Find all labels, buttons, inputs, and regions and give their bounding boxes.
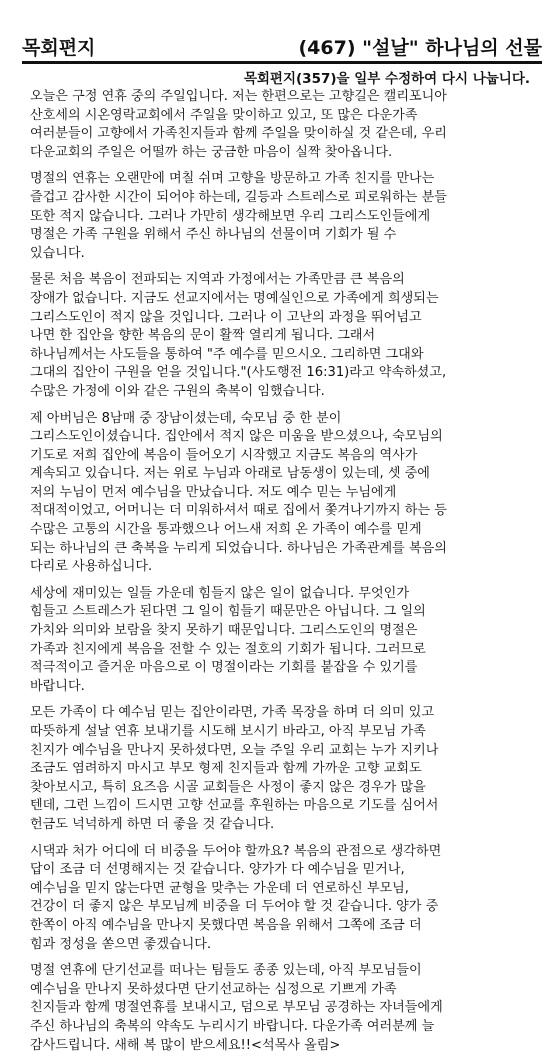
column-name: 목회편지 xyxy=(22,37,96,59)
article-subtitle: 목회편지(357)을 일부 수정하여 다시 나눕니다. xyxy=(243,71,530,87)
paragraph: 물론 처음 복음이 전파되는 지역과 가정에서는 가족만큼 큰 복음의 장애가 없습니다. 지금도 선교지에서는 명예실인으로 가족에게 희생되는 그리스도인이 적지 않을 것입니다. 그러나 이 고난의 과정을 뛰어넘고 나면 한 집안을 향한 복음의 문이 활짝 열리게 됩니다. 그래서 하나님께서는 사도들을 통하여 "주 예수를 믿으시오. 그리하면 그대와 그대의 집안이 구원을 얻을 것입니다."(사도행전 16:31)라고 약속하셨고, 수많은 가정에 이와 같은 구원의 축복이 임했습니다. xyxy=(30,272,447,399)
paragraph: 제 아버님은 8남매 중 장남이셨는데, 숙모님 중 한 분이 그리스도인이셨습니다. 집안에서 적지 않은 미움을 받으셨으나, 숙모님의 기도로 저희 집안에 복음이 들어오기 시작했고 지금도 복음의 역사가 계속되고 있습니다. 저는 위로 누님과 아래로 남동생이 있는데, 셋 중에 저의 누님이 먼저 예수님을 만났습니다. 저도 예수 믿는 누님에게 적대적이었고, 어머니는 더 미워하셔서 때로 집에서 쫓겨나기까지 하는 등 수많은 고통의 시간을 통과했으나 어느새 저희 온 가족이 예수를 믿게 되는 하나님의 큰 축복을 누리게 되었습니다. 하나님은 가족관계를 복음의 다리로 사용하십니다. xyxy=(30,410,447,575)
paragraph: 명절의 연휴는 오랜만에 며칠 쉬며 고향을 방문하고 가족 친지를 만나는 즐겁고 감사한 시간이 되어야 하는데, 길등과 스트레스로 피로워하는 분들 또한 적지 않습니다. 그러나 가만히 생각해보면 우리 그리스도인들에게 명절은 가족 구원을 위해서 주신 하나님의 선물이며 기회가 될 수 있습니다. xyxy=(30,171,447,261)
paragraph: 시댁과 처가 어디에 더 비중을 두어야 할까요? 복음의 관점으로 생각하면 답이 조금 더 선명해지는 것 같습니다. 양가가 다 예수님을 믿거나, 예수님을 믿지 않는다면 균형을 맞추는 가운데 더 연로하신 부모님, 건강이 더 좋지 않은 부모님께 비중을 더 두어야 할 것 같습니다. 양가 중 한쪽이 아직 예수님을 만나지 못했다면 복음을 위해서 그쪽에 조금 더 힘과 정성을 쏟으면 좋겠습니다. xyxy=(30,843,442,952)
paragraph: 명절 연휴에 단기선교를 떠나는 팀들도 종종 있는데, 아직 부모님들이 예수님을 만나지 못하셨다면 단기선교하는 심정으로 기쁘게 가족 친지들과 함께 명절연휴를 보내시고, 덤으로 부모님 공경하는 자녀들에게 주신 하나님의 축복의 약속도 누리시기 바랍니다. 다운가족 여러분께 늘 감사드립니다. 새해 복 많이 받으세요!!<석목사 올림> xyxy=(30,963,443,1053)
article-title: (467) "설날" 하나님의 선물 xyxy=(298,37,542,59)
column-header xyxy=(22,32,542,64)
header-divider xyxy=(22,61,542,64)
paragraph: 모든 가족이 다 예수님 믿는 집안이라면, 가족 목장을 하며 더 의미 있고 따뜻하게 설날 연휴 보내기를 시도해 보시기 바라고, 아직 부모님 가족 친지가 예수님을 만나지 못하셨다면, 오늘 주일 우리 교회는 누가 지키나 조금도 염려하지 마시고 부모 형제 친지들과 함께 가까운 고향 교회도 찾아보시고, 특히 요즈음 시골 교회들은 사정이 좋지 않은 경우가 많을 텐데, 그런 느낌이 드시면 고향 선교를 후원하는 마음으로 기도를 심어서 헌금도 넉넉하게 하면 더 좋을 것 같습니다. xyxy=(30,705,439,832)
paragraph: 세상에 재미있는 일들 가운데 힘들지 않은 일이 없습니다. 무엇인가 힘들고 스트레스가 된다면 그 일이 힘들기 때문만은 아닙니다. 그 일의 가치와 의미와 보람을 찾지 못하기 때문입니다. 그리스도인의 명절은 가족과 친지에게 복음을 전할 수 있는 절호의 기회가 됩니다. 그러므로 적극적이고 즐거운 마음으로 이 명절이라는 기회를 붙잡을 수 있기를 바랍니다. xyxy=(30,585,426,694)
letter-body xyxy=(30,88,530,1063)
paragraph: 오늘은 구정 연휴 중의 주일입니다. 저는 한편으로는 고향길은 캘리포니아 산호세의 시온영락교회에서 주일을 맞이하고 있고, 또 많은 다운가족 여러분들이 고향에서 가족친지들과 함께 주일을 맞이하실 것 같은데, 우리 다운교회의 주일은 어떨까 하는 궁금한 마음이 실짝 찾아옵니다. xyxy=(30,89,447,160)
